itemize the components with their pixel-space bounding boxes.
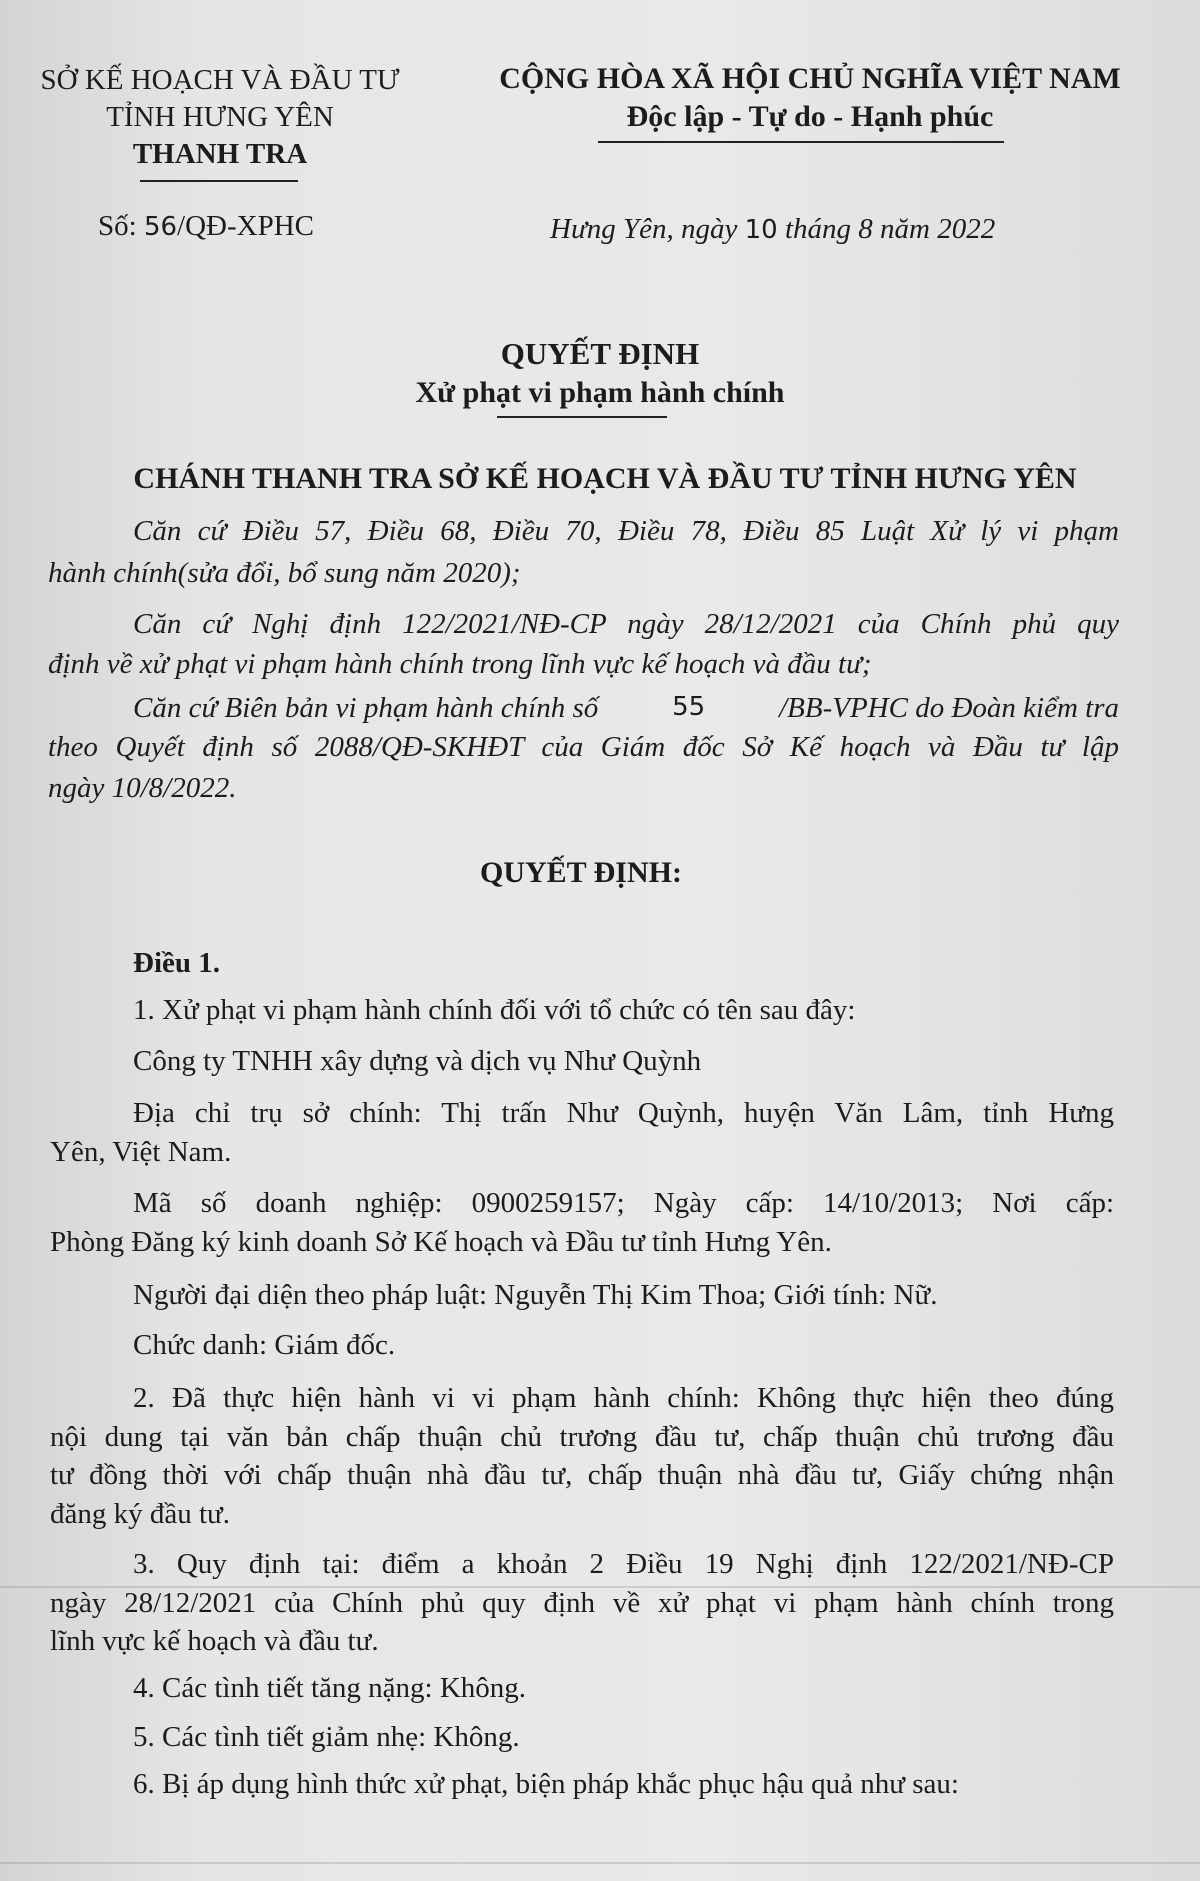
basis-3-text-b: /BB-VPHC do Đoàn kiểm tra: [779, 692, 1119, 724]
company-name: Công ty TNHH xây dựng và dịch vụ Như Quỳnh: [133, 1045, 702, 1077]
document-subtitle: Xử phạt vi phạm hành chính: [415, 376, 785, 409]
article-1-item-2-line-4: đăng ký đầu tư.: [50, 1498, 231, 1530]
address-line-2: Yên, Việt Nam.: [50, 1136, 232, 1168]
place-date: [550, 213, 995, 246]
business-code-line-1: Mã số doanh nghiệp: 0900259157; Ngày cấp: 14/10/2013; Nơi cấp:: [133, 1187, 1114, 1219]
article-1-heading: Điều 1.: [133, 947, 220, 979]
national-motto: Độc lập - Tự do - Hạnh phúc: [626, 100, 994, 133]
document-number: [98, 210, 314, 243]
date-part-2: tháng 8 năm 2022: [784, 213, 996, 245]
article-1-item-2-line-3: tư đồng thời với chấp thuận nhà đầu tư, chấp thuận nhà đầu tư, Giấy chứng nhận: [50, 1459, 1114, 1491]
article-1-item-3-line-3: lĩnh vực kế hoạch và đầu tư.: [50, 1625, 379, 1657]
doc-no-suffix: /QĐ-XPHC: [177, 210, 314, 242]
basis-3-record-number: 55: [672, 692, 706, 722]
basis-3-line-1: [133, 692, 1119, 725]
issuing-authority: CHÁNH THANH TRA SỞ KẾ HOẠCH VÀ ĐẦU TƯ TỈNH HƯNG YÊN: [133, 462, 1077, 495]
article-1-item-6: 6. Bị áp dụng hình thức xử phạt, biện pháp khắc phục hậu quả như sau:: [133, 1768, 959, 1800]
agency-line-1: SỞ KẾ HOẠCH VÀ ĐẦU TƯ: [40, 64, 400, 96]
basis-2-line-1: Căn cứ Nghị định 122/2021/NĐ-CP ngày 28/12/2021 của Chính phủ quy: [133, 608, 1119, 640]
basis-1-line-2: hành chính(sửa đổi, bổ sung năm 2020);: [48, 557, 521, 589]
doc-no-value: 56: [143, 212, 178, 242]
business-code-line-2: Phòng Đăng ký kinh doanh Sở Kế hoạch và Đầu tư tỉnh Hưng Yên.: [50, 1226, 832, 1258]
basis-3-text-a: Căn cứ Biên bản vi phạm hành chính số: [133, 692, 599, 724]
paper-fold-line: [0, 1586, 1200, 1588]
basis-3-line-2: theo Quyết định số 2088/QĐ-SKHĐT của Giám đốc Sở Kế hoạch và Đầu tư lập: [48, 731, 1119, 763]
subtitle-underline: [497, 416, 667, 418]
article-1-item-2-line-1: 2. Đã thực hiện hành vi vi phạm hành chính: Không thực hiện theo đúng: [133, 1382, 1114, 1414]
date-part-1: Hưng Yên, ngày: [550, 213, 738, 245]
article-1-item-5: 5. Các tình tiết giảm nhẹ: Không.: [133, 1721, 520, 1753]
motto-underline: [598, 141, 1004, 143]
agency-line-3: THANH TRA: [132, 138, 308, 170]
date-day: 10: [744, 215, 778, 245]
decision-heading: QUYẾT ĐỊNH:: [480, 856, 682, 889]
legal-representative: Người đại diện theo pháp luật: Nguyễn Thị Kim Thoa; Giới tính: Nữ.: [133, 1279, 938, 1311]
basis-2-line-2: định về xử phạt vi phạm hành chính trong lĩnh vực kế hoạch và đầu tư;: [48, 648, 872, 680]
article-1-item-3-line-1: 3. Quy định tại: điểm a khoản 2 Điều 19 Nghị định 122/2021/NĐ-CP: [133, 1548, 1114, 1580]
article-1-item-2-line-2: nội dung tại văn bản chấp thuận chủ trương đầu tư, chấp thuận chủ trương đầu: [50, 1421, 1114, 1453]
representative-position: Chức danh: Giám đốc.: [133, 1329, 396, 1361]
document-title: QUYẾT ĐỊNH: [500, 336, 700, 371]
article-1-item-4: 4. Các tình tiết tăng nặng: Không.: [133, 1672, 527, 1704]
article-1-item-3-line-2: ngày 28/12/2021 của Chính phủ quy định về xử phạt vi phạm hành chính trong: [50, 1587, 1114, 1619]
doc-no-prefix: Số:: [98, 210, 137, 242]
paper-fold-line: [0, 1862, 1200, 1864]
agency-line-2: TỈNH HƯNG YÊN: [106, 101, 334, 133]
national-title: CỘNG HÒA XÃ HỘI CHỦ NGHĨA VIỆT NAM: [499, 62, 1121, 95]
basis-3-line-3: ngày 10/8/2022.: [48, 772, 237, 804]
article-1-item-1: 1. Xử phạt vi phạm hành chính đối với tổ chức có tên sau đây:: [133, 994, 856, 1026]
address-line-1: Địa chỉ trụ sở chính: Thị trấn Như Quỳnh, huyện Văn Lâm, tỉnh Hưng: [133, 1097, 1114, 1129]
agency-underline: [140, 180, 298, 182]
basis-1-line-1: Căn cứ Điều 57, Điều 68, Điều 70, Điều 78, Điều 85 Luật Xử lý vi phạm: [133, 515, 1119, 547]
